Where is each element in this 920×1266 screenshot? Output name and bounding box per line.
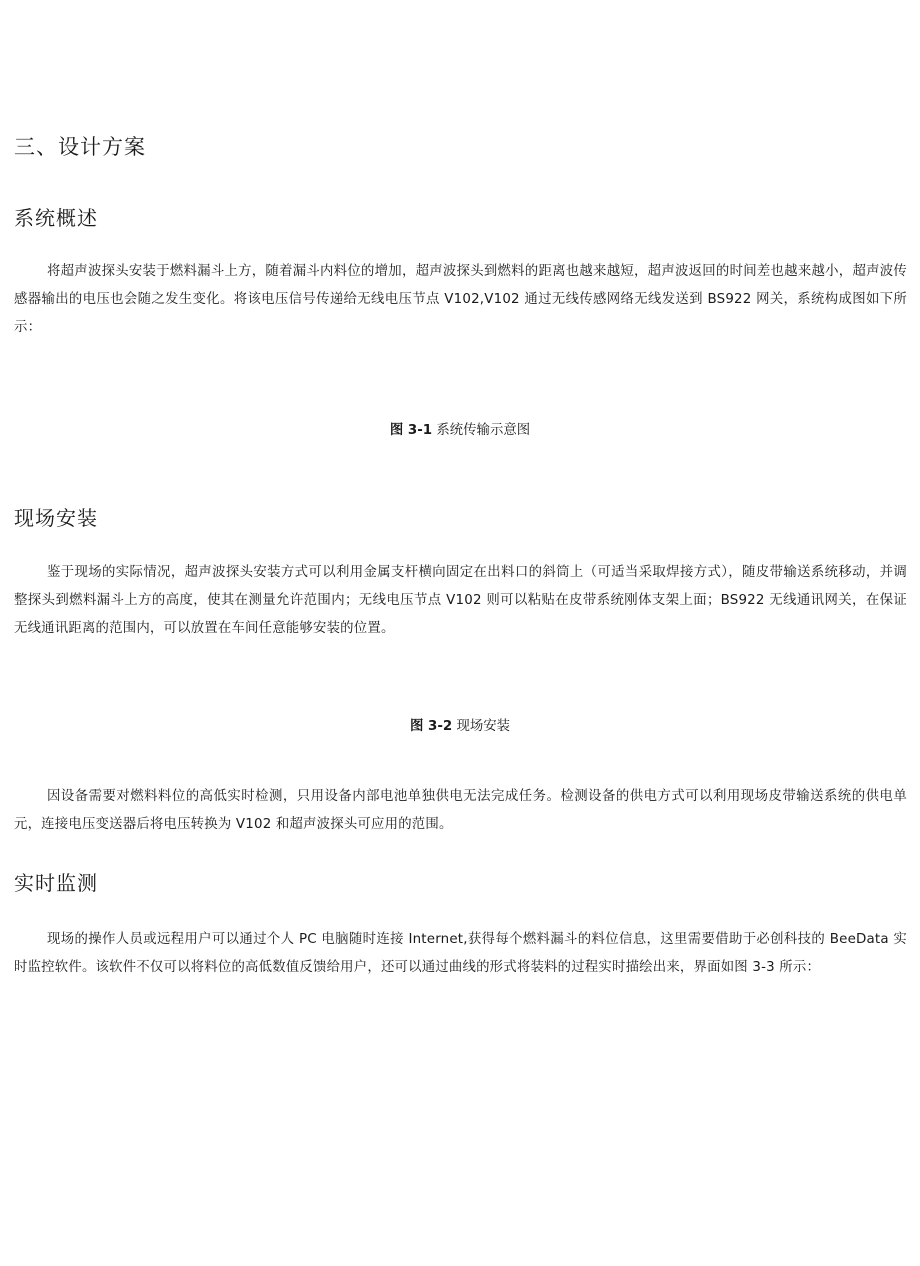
monitoring-title: 实时监测 bbox=[14, 871, 98, 895]
figure-3-2-caption bbox=[0, 717, 920, 737]
figure-3-1-caption bbox=[0, 421, 920, 441]
figure-3-2-label: 图 3-2 bbox=[409, 719, 453, 734]
overview-title: 系统概述 bbox=[14, 206, 98, 230]
figure-3-2-title: 现场安装 bbox=[452, 719, 511, 734]
power-supply-paragraph: 因设备需要对燃料料位的高低实时检测，只用设备内部电池单独供电无法完成任务。检测设备的供电方式可以利用现场皮带输送系统的供电单元，连接电压变送器后将电压转换为 V102 和超声波探头可应用的范围。 bbox=[14, 789, 907, 832]
section-heading: 三、设计方案 bbox=[14, 135, 146, 159]
installation-paragraph: 鉴于现场的实际情况，超声波探头安装方式可以利用金属支杆横向固定在出料口的斜筒上（可适当采取焊接方式），随皮带输送系统移动，并调整探头到燃料漏斗上方的高度，使其在测量允许范围内；无线电压节点 V102 则可以粘贴在皮带系统刚体支架上面；BS922 无线通讯网关，在保证无线通讯距离的范围内，可以放置在车间任意能够安装的位置。 bbox=[14, 565, 907, 636]
installation-title: 现场安装 bbox=[14, 506, 98, 530]
overview-paragraph: 将超声波探头安装于燃料漏斗上方，随着漏斗内料位的增加，超声波探头到燃料的距离也越来越短，超声波返回的时间差也越来越小，超声波传感器输出的电压也会随之发生变化。将该电压信号传递给无线电压节点 V102,V102 通过无线传感网络无线发送到 BS922 网关，系统构成图如下所示： bbox=[14, 264, 907, 335]
monitoring-paragraph: 现场的操作人员或远程用户可以通过个人 PC 电脑随时连接 Internet,获得每个燃料漏斗的料位信息，这里需要借助于必创科技的 BeeData 实时监控软件。该软件不仅可以将料位的高低数值反馈给用户，还可以通过曲线的形式将装料的过程实时描绘出来，界面如图 3-3 所示： bbox=[14, 932, 907, 975]
figure-3-1-label: 图 3-1 bbox=[389, 423, 433, 438]
figure-3-1-title: 系统传输示意图 bbox=[432, 423, 531, 438]
